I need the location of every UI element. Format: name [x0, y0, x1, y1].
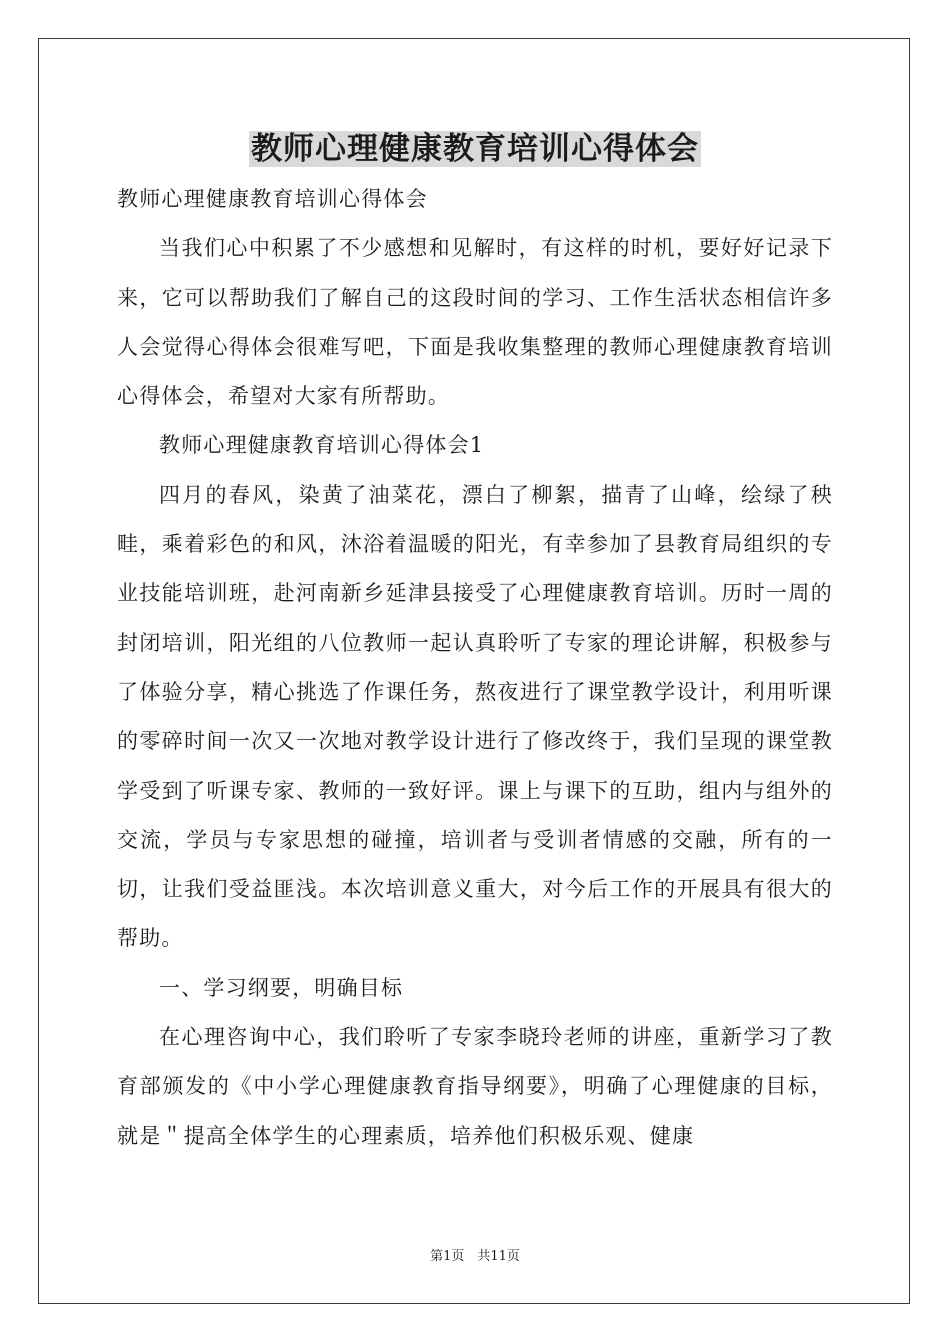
paragraph-intro: 当我们心中积累了不少感想和见解时，有这样的时机，要好好记录下来，它可以帮助我们了解自己的这段时间的学习、工作生活状态相信许多人会觉得心得体会很难写吧，下面是我收集整理的教师心理健康教育培训心得体会，希望对大家有所帮助。: [117, 236, 833, 409]
paragraph-subtitle: 教师心理健康教育培训心得体会: [117, 187, 428, 211]
paragraph-body: 四月的春风，染黄了油菜花，漂白了柳絮，描青了山峰，绘绿了秧畦，乘着彩色的和风，沐浴着温暖的阳光，有幸参加了县教育局组织的专业技能培训班，赴河南新乡延津县接受了心理健康教育培训。历时一周的封闭培训，阳光组的八位教师一起认真聆听了专家的理论讲解，积极参与了体验分享，精心挑选了作课任务，熬夜进行了课堂教学设计，利用听课的零碎时间一次又一次地对教学设计进行了修改终于，我们呈现的课堂教学受到了听课专家、教师的一致好评。课上与课下的互助，组内与组外的交流，学员与专家思想的碰撞，培训者与受训者情感的交融，所有的一切，让我们受益匪浅。本次培训意义重大，对今后工作的开展具有很大的帮助。: [117, 482, 833, 951]
document-title: [0, 126, 950, 172]
document-title-text: 教师心理健康教育培训心得体会: [251, 131, 699, 167]
page-number-footer: 第1页 共11页: [430, 1249, 520, 1264]
paragraph-body-2: 在心理咨询中心，我们聆听了专家李晓玲老师的讲座，重新学习了教育部颁发的《中小学心理健康教育指导纲要》，明确了心理健康的目标，就是＂提高全体学生的心理素质，培养他们积极乐观、健康: [117, 1025, 833, 1148]
paragraph-section-heading: 教师心理健康教育培训心得体会1: [159, 433, 485, 458]
document-body: [117, 175, 833, 1161]
paragraph-subheading: 一、学习纲要，明确目标: [159, 975, 404, 1000]
